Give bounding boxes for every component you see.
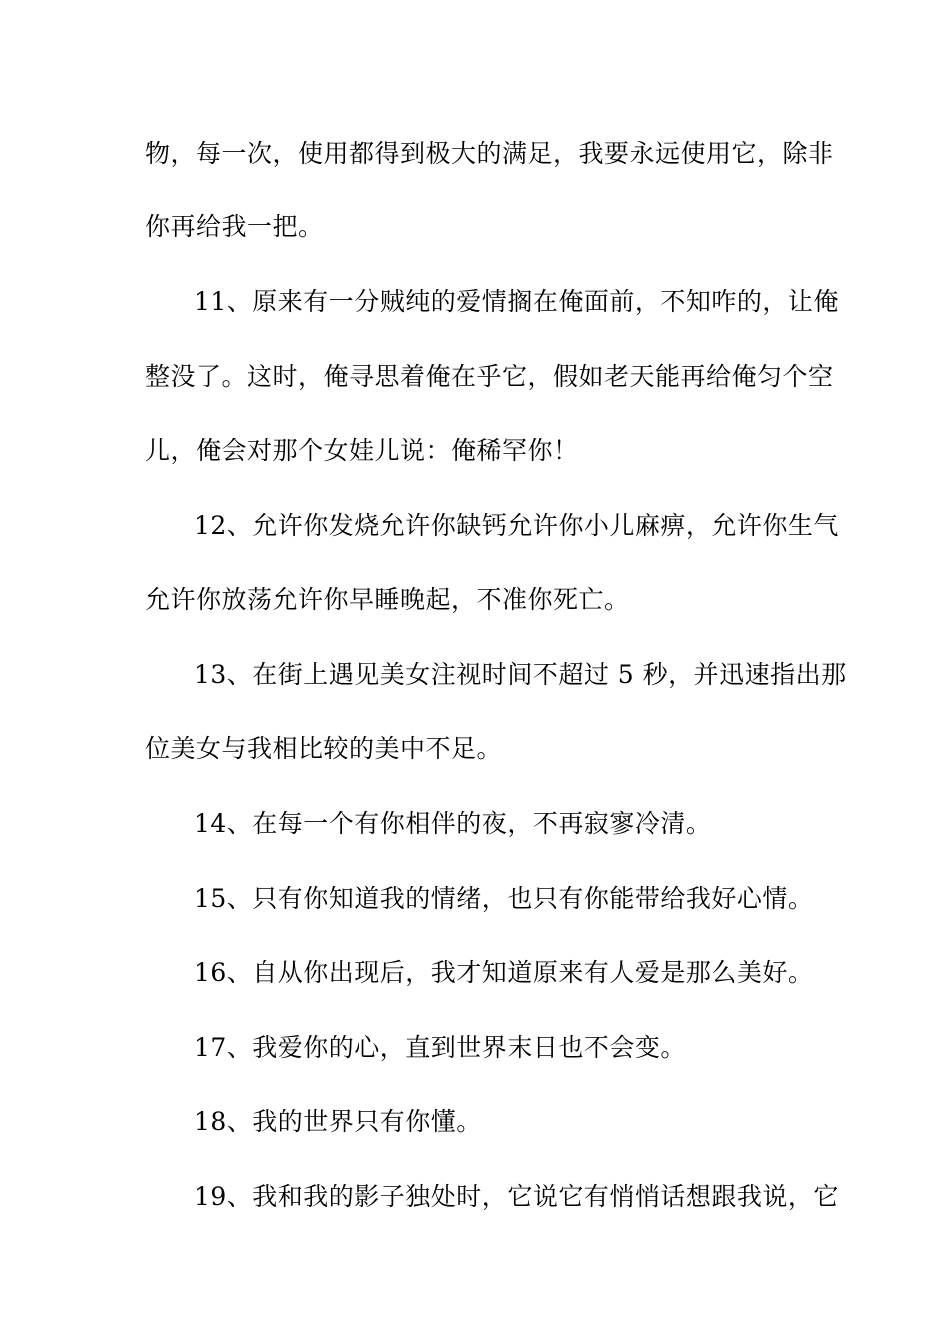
list-item-13: 13、在街上遇见美女注视时间不超过 5 秒，并迅速指出那 bbox=[194, 660, 847, 689]
text-line: 位美女与我相比较的美中不足。 bbox=[145, 734, 503, 763]
list-item-19: 19、我和我的影子独处时，它说它有悄悄话想跟我说，它 bbox=[194, 1182, 839, 1211]
text-line: 你再给我一把。 bbox=[145, 212, 324, 241]
list-item-16: 16、自从你出现后，我才知道原来有人爱是那么美好。 bbox=[194, 958, 814, 987]
list-item-14: 14、在每一个有你相伴的夜，不再寂寥冷清。 bbox=[194, 809, 712, 838]
list-item-11: 11、原来有一分贼纯的爱情搁在俺面前，不知咋的，让俺 bbox=[194, 287, 839, 316]
text-line: 儿，俺会对那个女娃儿说：俺稀罕你！ bbox=[145, 436, 579, 465]
list-item-15: 15、只有你知道我的情绪，也只有你能带给我好心情。 bbox=[194, 884, 814, 913]
text-line: 整没了。这时，俺寻思着俺在乎它，假如老天能再给俺匀个空 bbox=[145, 362, 834, 391]
list-item-18: 18、我的世界只有你懂。 bbox=[194, 1107, 482, 1136]
text-line: 物，每一次，使用都得到极大的满足，我要永远使用它，除非 bbox=[145, 139, 834, 168]
list-item-17: 17、我爱你的心，直到世界末日也不会变。 bbox=[194, 1033, 686, 1062]
text-line: 允许你放荡允许你早睡晚起，不准你死亡。 bbox=[145, 585, 630, 614]
list-item-12: 12、允许你发烧允许你缺钙允许你小儿麻痹，允许你生气 bbox=[194, 511, 839, 540]
